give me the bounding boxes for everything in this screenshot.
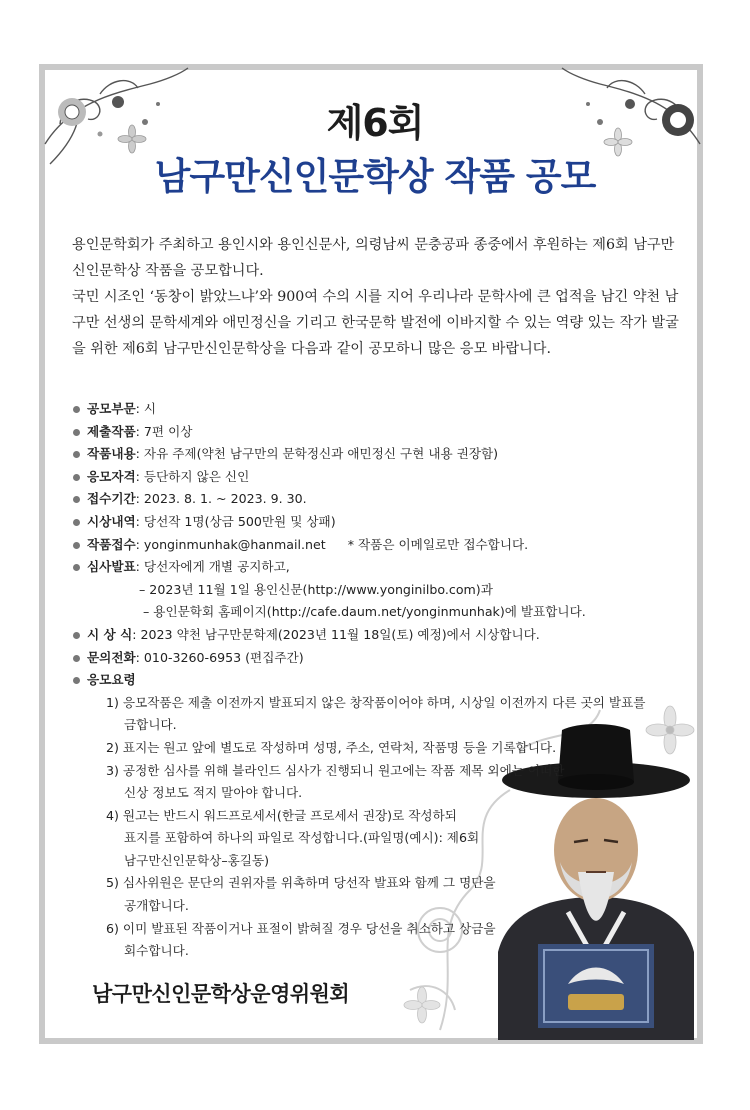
announce-line: – 2023년 11월 1일 용인신문(http://www.yonginilbo.com)과: [139, 581, 493, 597]
detail-item: 문의전화: 010-3260-6953 (편집주간): [72, 647, 692, 670]
requirement-line: 공개합니다.: [124, 898, 189, 914]
bullet-icon: [73, 564, 80, 571]
bullet-icon: [73, 632, 80, 639]
requirement-line: 금합니다.: [124, 717, 177, 733]
bullet-icon: [73, 429, 80, 436]
edition-title: 제6회: [326, 101, 424, 145]
contest-details: [72, 398, 692, 963]
bullet-icon: [73, 496, 80, 503]
bullet-icon: [73, 542, 80, 549]
requirement-line: 3) 공정한 심사를 위해 블라인드 심사가 진행되니 원고에는 작품 제목 외에는 어떠한: [106, 762, 565, 778]
email-note: * 작품은 이메일로만 접수합니다.: [347, 536, 529, 552]
intro-paragraph: 용인문학회가 주최하고 용인시와 용인신문사, 의령남씨 문충공파 종중에서 후원하는 제6회 남구만신인문학상 작품을 공모합니다.: [72, 237, 675, 279]
intro-paragraph: 국민 시조인 ‘동창이 밝았느냐’와 900여 수의 시를 지어 우리나라 문학사에 큰 업적을 남긴 약천 남구만 선생의 문학세계와 애민정신을 기리고 한국문학 발전에 이바지할 수 있는 역량 있는 작가 발굴을 위한 제6회 남구만신인문학상을 다음과 같이 공모하니 많은 응모 바랍니다.: [72, 289, 679, 357]
organizer-name: 남구만신인문학상운영위원회: [92, 982, 350, 1006]
detail-item: 작품접수: yonginmunhak@hanmail.net * 작품은 이메일로만 접수합니다.: [72, 534, 692, 557]
detail-item: 심사발표: 당선자에게 개별 공지하고,: [72, 556, 692, 579]
bullet-icon: [73, 406, 80, 413]
requirement-line: 남구만신인문학상–홍길동): [124, 852, 270, 868]
detail-item: 응모요령: [72, 669, 692, 692]
intro-text: [72, 232, 680, 362]
detail-item: 시 상 식: 2023 약천 남구만문학제(2023년 11월 18일(토) 예정)에서 시상합니다.: [72, 624, 692, 647]
detail-item: 제출작품: 7편 이상: [72, 421, 692, 444]
requirement-line: 신상 정보도 적지 말아야 합니다.: [124, 785, 303, 801]
page-title: 남구만신인문학상 작품 공모: [154, 155, 596, 198]
detail-item: 공모부문: 시: [72, 398, 692, 421]
requirements-list: [72, 692, 692, 963]
requirement-line: 표지를 포함하여 하나의 파일로 작성합니다.(파일명(예시): 제6회: [124, 830, 480, 846]
bullet-icon: [73, 519, 80, 526]
detail-item: 접수기간: 2023. 8. 1. ~ 2023. 9. 30.: [72, 488, 692, 511]
requirement-line: 회수합니다.: [124, 943, 189, 959]
detail-item: 시상내역: 당선작 1명(상금 500만원 및 상패): [72, 511, 692, 534]
requirement-line: 2) 표지는 원고 앞에 별도로 작성하며 성명, 주소, 연락처, 작품명 등을 기록합니다.: [106, 739, 557, 755]
detail-item: 응모자격: 등단하지 않은 신인: [72, 466, 692, 489]
requirement-line: 4) 원고는 반드시 워드프로세서(한글 프로세서 권장)로 작성하되: [106, 807, 457, 823]
requirement-line: 6) 이미 발표된 작품이거나 표절이 밝혀질 경우 당선을 취소하고 상금을: [106, 920, 496, 936]
bullet-icon: [73, 451, 80, 458]
announce-line: – 용인문학회 홈페이지(http://cafe.daum.net/yonginmunhak)에 발표합니다.: [143, 604, 586, 620]
bullet-icon: [73, 474, 80, 481]
requirement-line: 1) 응모작품은 제출 이전까지 발표되지 않은 창작품이어야 하며, 시상일 이전까지 다른 곳의 발표를: [106, 694, 646, 710]
bullet-icon: [73, 677, 80, 684]
email-address: : yonginmunhak@hanmail.net: [135, 536, 326, 552]
bullet-icon: [73, 655, 80, 662]
detail-item: 작품내용: 자유 주제(약천 남구만의 문학정신과 애민정신 구현 내용 권장함): [72, 443, 692, 466]
requirement-line: 5) 심사위원은 문단의 권위자를 위촉하며 당선작 발표와 함께 그 명단을: [106, 875, 496, 891]
